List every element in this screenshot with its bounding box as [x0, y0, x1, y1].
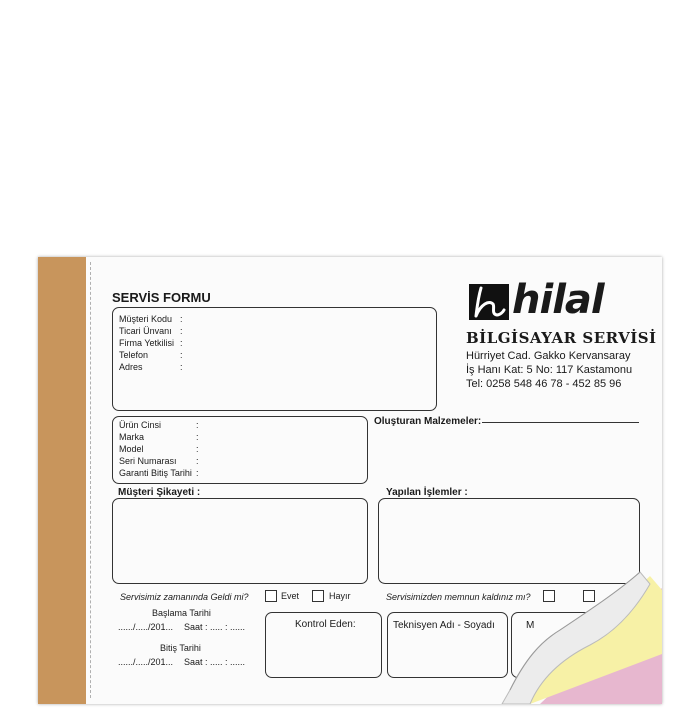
- colon: :: [196, 444, 199, 454]
- end-date-value[interactable]: ....../...../201...: [118, 657, 174, 667]
- start-date-value[interactable]: ....../...../201...: [118, 622, 174, 632]
- address-line-2: İş Hanı Kat: 5 No: 117 Kastamonu: [466, 364, 633, 376]
- perforation-line: [90, 262, 91, 698]
- field-label-trade-name: Ticari Ünvanı: [119, 326, 172, 336]
- materials-label: Oluşturan Malzemeler:: [374, 416, 482, 427]
- work-done-label: Yapılan İşlemler :: [386, 487, 468, 498]
- field-label-product-type: Ürün Cinsi: [119, 420, 162, 430]
- colon: :: [196, 420, 199, 430]
- address-line-1: Hürriyet Cad. Gakko Kervansaray: [466, 350, 631, 362]
- field-label-phone: Telefon: [119, 350, 149, 360]
- field-label-warranty-end: Garanti Bitiş Tarihi: [119, 468, 192, 478]
- colon: :: [180, 326, 183, 336]
- on-time-yes-checkbox[interactable]: [265, 590, 277, 602]
- phone-line: Tel: 0258 548 46 78 - 452 85 96: [466, 378, 622, 390]
- question-satisfied: Servisimizden memnun kaldınız mı?: [386, 592, 531, 602]
- colon: :: [196, 432, 199, 442]
- materials-underline: [482, 422, 639, 423]
- on-time-no-label: Hayır: [329, 591, 351, 601]
- end-date-label: Bitiş Tarihi: [160, 643, 201, 653]
- field-label-address: Adres: [119, 362, 143, 372]
- complaint-box[interactable]: [112, 498, 368, 584]
- colon: :: [180, 338, 183, 348]
- on-time-no-checkbox[interactable]: [312, 590, 324, 602]
- binding-spine: [38, 257, 86, 704]
- on-time-yes-label: Evet: [281, 591, 300, 601]
- field-label-brand: Marka: [119, 432, 145, 442]
- start-date-label: Başlama Tarihi: [152, 608, 211, 618]
- colon: :: [180, 362, 183, 372]
- form-title: SERVİS FORMU: [112, 290, 211, 305]
- question-on-time: Servisimiz zamanında Geldi mi?: [120, 592, 249, 602]
- controller-label: Kontrol Eden:: [295, 619, 356, 630]
- field-label-model: Model: [119, 444, 144, 454]
- end-time-value[interactable]: Saat : ..... : ......: [184, 657, 246, 667]
- hilal-logo-icon: [469, 284, 509, 320]
- complaint-label: Müşteri Şikayeti :: [118, 487, 201, 498]
- field-label-serial-number: Seri Numarası: [119, 456, 177, 466]
- colon: :: [196, 456, 199, 466]
- field-label-company-officer: Firma Yetkilisi: [119, 338, 175, 348]
- carbon-copy-curl: [500, 570, 662, 704]
- technician-label: Teknisyen Adı - Soyadı: [393, 620, 495, 631]
- start-time-value[interactable]: Saat : ..... : ......: [184, 622, 246, 632]
- brand-subtitle: BİLGİSAYAR SERVİSİ: [466, 329, 657, 347]
- field-label-customer-code: Müşteri Kodu: [119, 314, 173, 324]
- colon: :: [196, 468, 199, 478]
- colon: :: [180, 350, 183, 360]
- customer-signature-label: M: [526, 620, 535, 631]
- brand-name: hilal: [512, 277, 604, 323]
- colon: :: [180, 314, 183, 324]
